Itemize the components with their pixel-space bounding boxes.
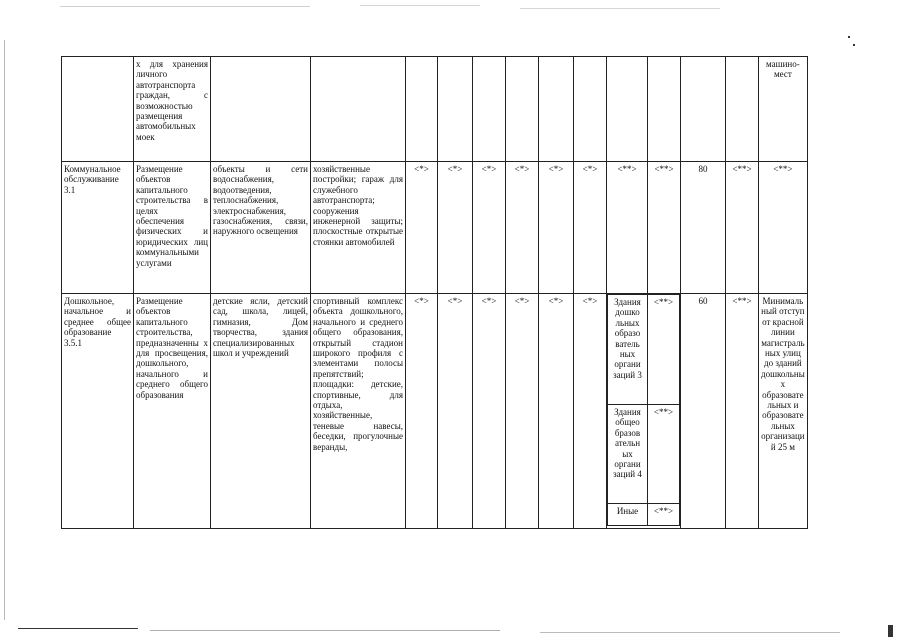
- scan-artifact: [150, 630, 500, 631]
- cell-param: <**>: [726, 162, 759, 294]
- cell-param: <*>: [438, 162, 473, 294]
- cell-param: <**>: [726, 294, 759, 529]
- cell-use-description: Размещение объектов капитального строительства в целях обеспечения физических и юридических лиц коммунальными услугами: [134, 162, 211, 294]
- cell-param: <*>: [574, 294, 607, 529]
- scan-artifact: [848, 36, 850, 38]
- cell-parking-note: машино-мест: [759, 57, 808, 162]
- cell-param: <*>: [473, 294, 506, 529]
- building-type-value: <**>: [648, 504, 680, 526]
- cell-param: <*>: [406, 162, 438, 294]
- scan-artifact: [853, 44, 855, 46]
- cell-param: <*>: [506, 294, 539, 529]
- cell-main-objects: [211, 57, 311, 162]
- cell-param: <*>: [574, 162, 607, 294]
- zoning-table: [61, 56, 808, 529]
- building-type-value: <**>: [648, 405, 680, 504]
- cell-param: [726, 57, 759, 162]
- cell-setback-note: Минималь ный отступ от красной линии магистраль ных улиц до зданий дошкольны х образовате льных и образовате льных организаци й 25 м: [759, 294, 808, 529]
- scan-artifact: [888, 625, 893, 637]
- cell-param: <*>: [473, 162, 506, 294]
- cell-param: [438, 57, 473, 162]
- cell-param: [681, 57, 726, 162]
- cell-param: <*>: [539, 162, 574, 294]
- cell-auxiliary-objects: хозяйственные постройки; гараж для служебного автотранспорта; сооружения инженерной защиты; плоскостные открытые стоянки автомобилей: [311, 162, 406, 294]
- cell-auxiliary-objects: [311, 57, 406, 162]
- cell-main-objects: объекты и сети водоснабжения, водоотведения, теплоснабжения, электроснабжения, газоснабжения, связи, наружного освещения: [211, 162, 311, 294]
- cell-use-name: Коммунальное обслуживание 3.1: [62, 162, 134, 294]
- cell-building-types: [607, 294, 681, 529]
- cell-param: <*>: [506, 162, 539, 294]
- scan-artifact: [520, 8, 720, 9]
- scan-artifact: [60, 6, 310, 7]
- cell-param: [607, 57, 648, 162]
- cell-param: [506, 57, 539, 162]
- building-type-label: Здания дошко льных образо ватель ных органи заций 3: [608, 295, 648, 405]
- cell-use-name: [62, 57, 134, 162]
- cell-param: <*>: [539, 294, 574, 529]
- cell-use-description: Размещение объектов капитального строительства, предназначенны х для просвещения, дошкольного, начального и среднего общего образования: [134, 294, 211, 529]
- cell-auxiliary-objects: спортивный комплекс объекта дошкольного, начального и среднего общего образования, открытый стадион широкого профиля с элементами полосы препятствий; площадки: детские, спортивные, для отдыха, хозяйственные, теневые навесы, беседки, прогулочные веранды,: [311, 294, 406, 529]
- table-row: [62, 294, 808, 529]
- scan-artifact: [18, 628, 138, 629]
- cell-param: [473, 57, 506, 162]
- cell-param: <*>: [438, 294, 473, 529]
- cell-use-description: х для хранения личного автотранспорта граждан, с возможностью размещения автомобильных моек: [134, 57, 211, 162]
- building-type-value: <**>: [648, 295, 680, 405]
- cell-main-objects: детские ясли, детский сад, школа, лицей, гимназия, Дом творчества, здания специализированных школ и учреждений: [211, 294, 311, 529]
- cell-param: <**>: [648, 162, 681, 294]
- scan-artifact: [360, 5, 480, 6]
- table-row: [62, 57, 808, 162]
- table-row: [62, 162, 808, 294]
- cell-param: [539, 57, 574, 162]
- cell-param: 60: [681, 294, 726, 529]
- cell-param: <**>: [607, 162, 648, 294]
- cell-use-name: Дошкольное, начальное и среднее общее образование 3.5.1: [62, 294, 134, 529]
- building-type-label: Иные: [608, 504, 648, 526]
- cell-param: <**>: [759, 162, 808, 294]
- cell-param: [406, 57, 438, 162]
- scan-artifact: [4, 40, 5, 620]
- cell-param: 80: [681, 162, 726, 294]
- building-type-label: Здания общео бразов ательн ых органи заций 4: [608, 405, 648, 504]
- cell-param: [648, 57, 681, 162]
- cell-param: <*>: [406, 294, 438, 529]
- scan-artifact: [540, 632, 840, 633]
- cell-param: [574, 57, 607, 162]
- building-types-subtable: [607, 294, 680, 526]
